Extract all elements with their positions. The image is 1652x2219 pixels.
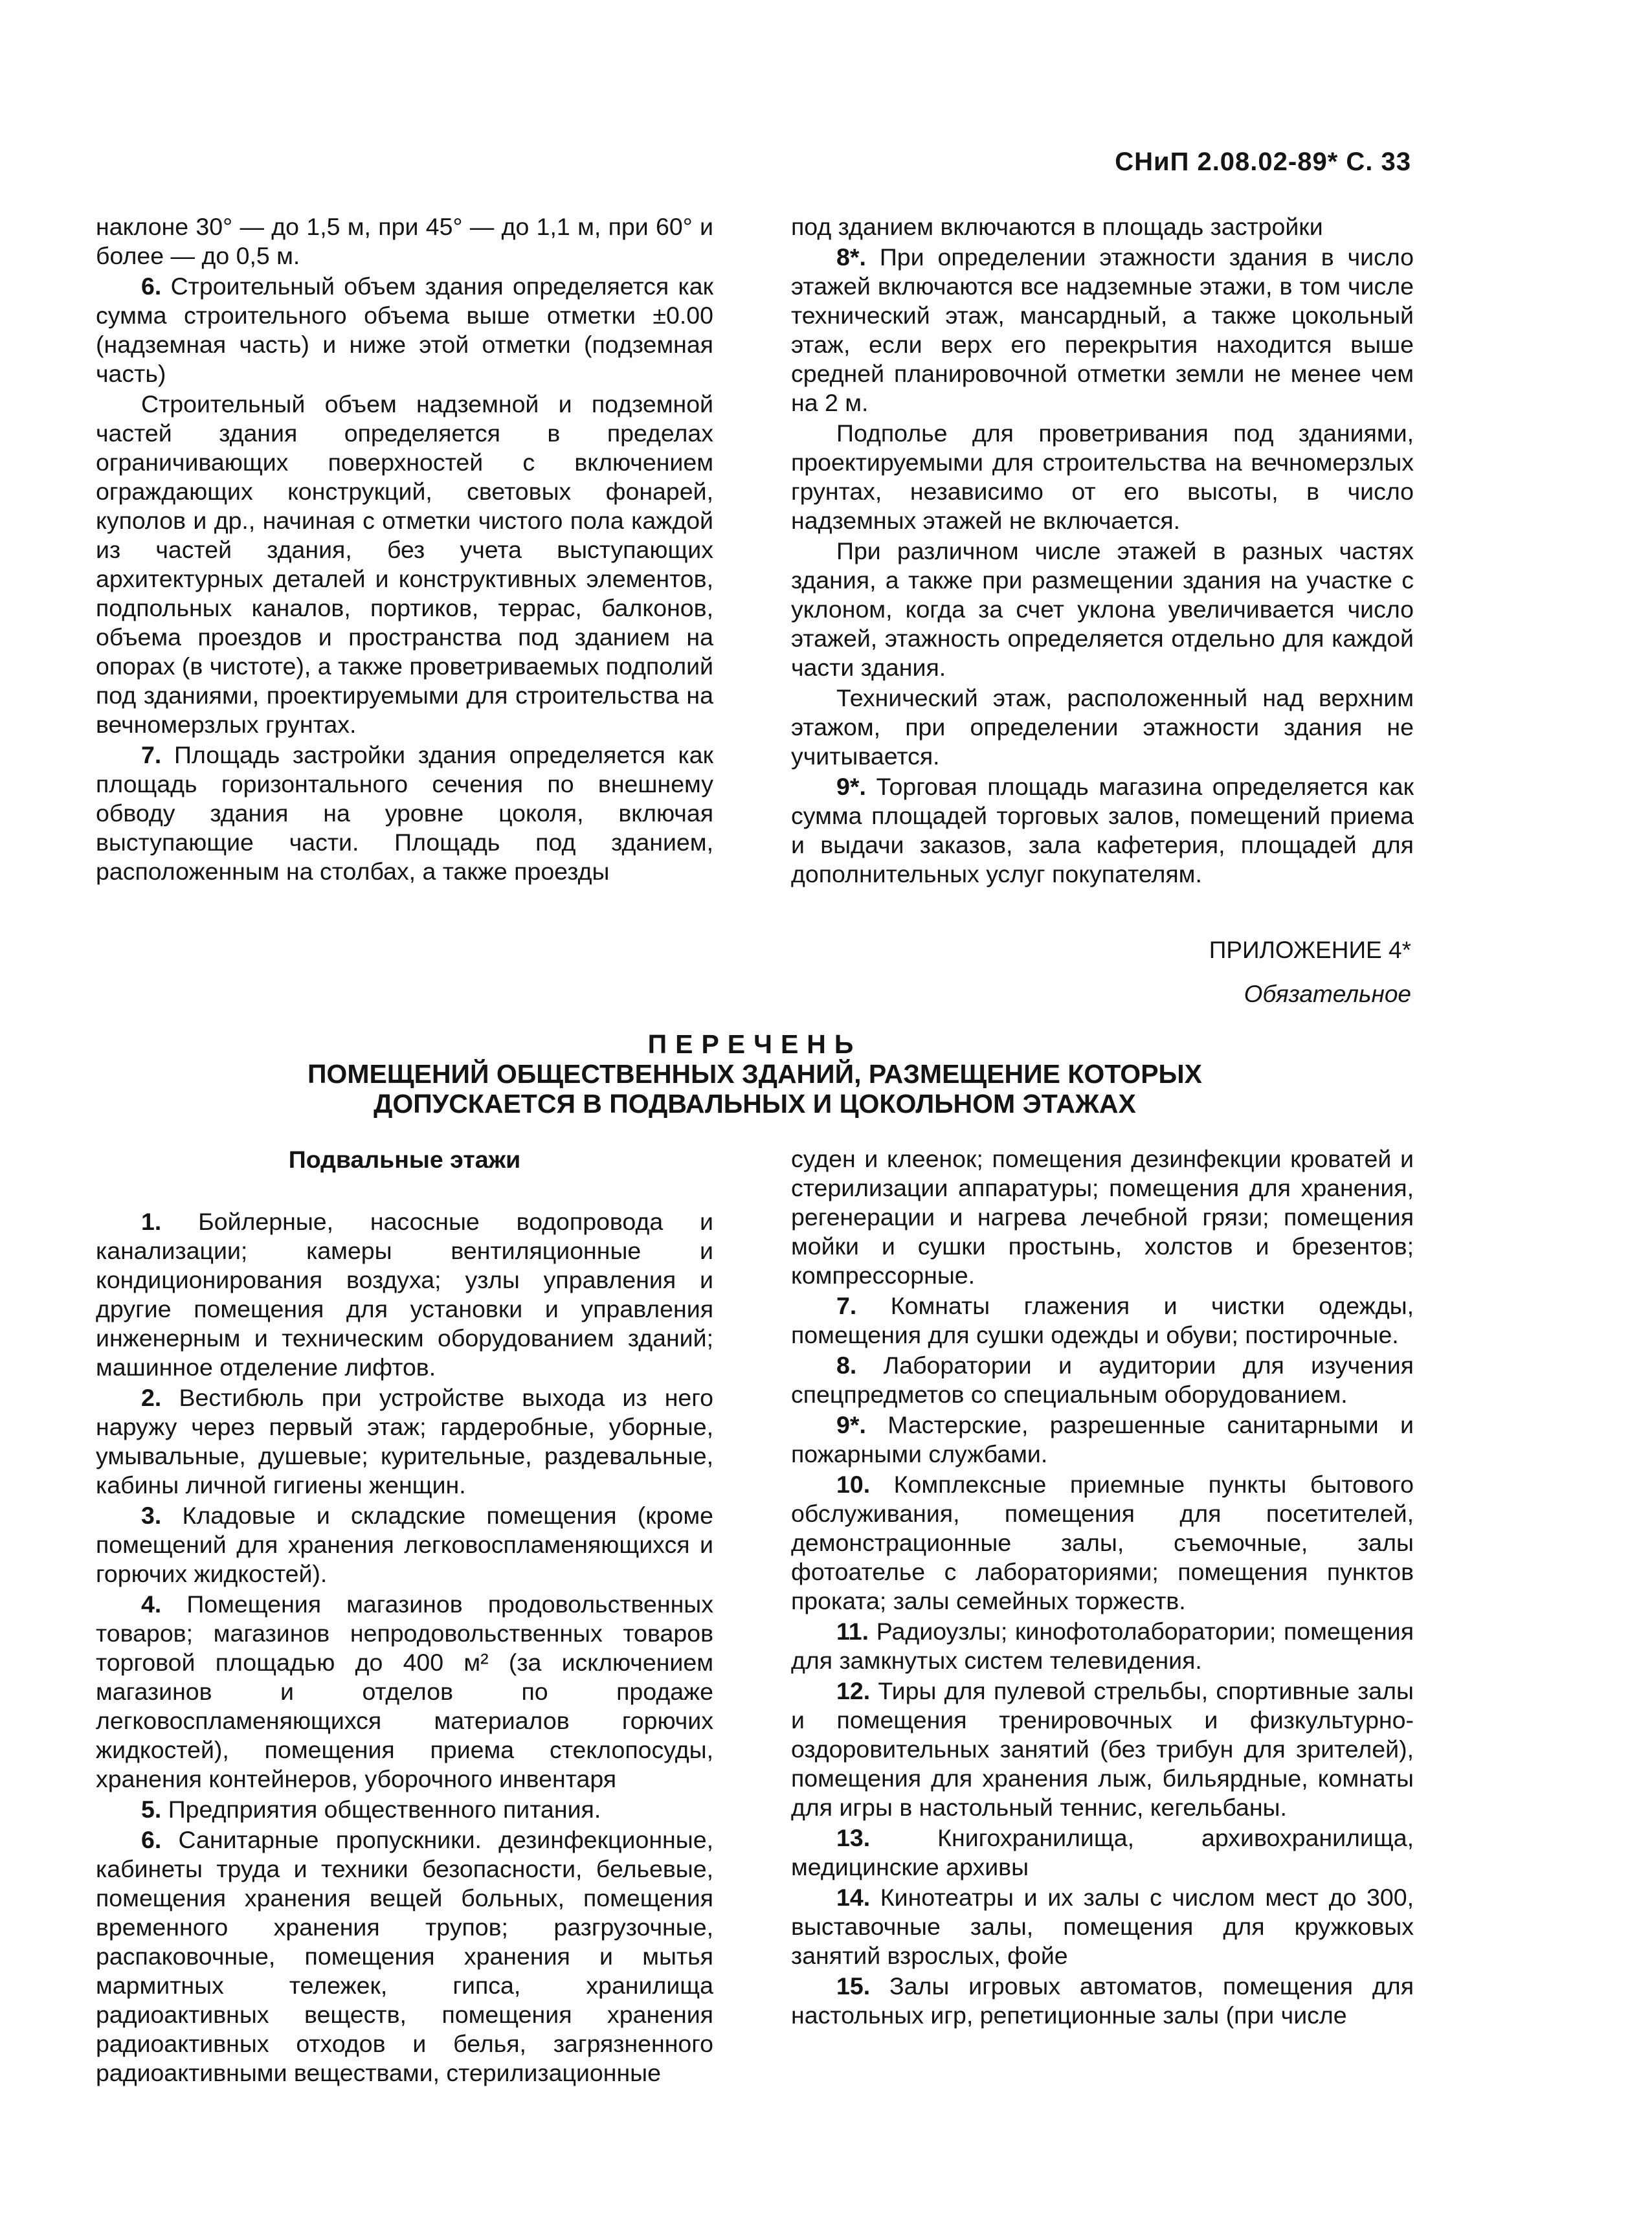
list-item	[96, 1207, 713, 1382]
top-right-column	[791, 212, 1414, 889]
list-item	[96, 1590, 713, 1794]
appendix-title	[96, 1029, 1414, 1119]
item-number: 5.	[141, 1796, 162, 1823]
item-text: Бойлерные, насосные водопровода и канализации; камеры вентиляционные и кондиционирования воздуха; узлы управления и другие помещения для установки и управления инженерным и техническим оборудованием зданий; машинное отделение лифтов.	[96, 1208, 713, 1381]
list-item	[96, 1383, 713, 1500]
item-number: 7.	[836, 1292, 857, 1319]
clause-number: 6.	[141, 273, 162, 300]
item-number: 13.	[836, 1824, 871, 1851]
list-item	[791, 1823, 1414, 1882]
clause-number: 8*.	[836, 243, 866, 271]
clause-text: Торговая площадь магазина определяется как сумма площадей торговых залов, помещений приема и выдачи заказов, зала кафетерия, площадей для дополнительных услуг покупателям.	[791, 773, 1414, 887]
appendix-status: Обязательное	[1244, 981, 1411, 1007]
item-text: Залы игровых автоматов, помещения для настольных игр, репетиционные залы (при числе	[791, 1972, 1414, 2029]
paragraph-8	[791, 243, 1414, 418]
paragraph-9	[791, 772, 1414, 889]
paragraph: под зданием включаются в площадь застройки	[791, 213, 1323, 240]
item-text: Комнаты глажения и чистки одежды, помещения для сушки одежды и обуви; постирочные.	[791, 1292, 1414, 1348]
item-number: 3.	[141, 1502, 162, 1529]
list-item	[791, 1972, 1414, 2030]
title-line: ПОМЕЩЕНИЙ ОБЩЕСТВЕННЫХ ЗДАНИЙ, РАЗМЕЩЕНИЕ КОТОРЫХ	[307, 1059, 1203, 1089]
item-text: Вестибюль при устройстве выхода из него наружу через первый этаж; гардеробные, уборные, умывальные, душевые; курительные, раздевальные, кабины личной гигиены женщин.	[96, 1384, 713, 1499]
paragraph: Строительный объем надземной и подземной частей здания определяется в пределах ограничивающих поверхностей с включением ограждающих конструкций, световых фонарей, куполов и др., начиная с отметки чистого пола каждой из частей здания, без учета выступающих архитектурных деталей и конструктивных элементов, подпольных каналов, портиков, террас, балконов, объема проездов и пространства под зданием на опорах (в чистоте), а также проветриваемых подполий под зданиями, проектируемыми для строительства на вечномерзлых грунтах.	[96, 390, 713, 738]
list-left-column	[96, 1207, 713, 2088]
paragraph: При различном числе этажей в разных частях здания, а также при размещении здания на участке с уклоном, когда за счет уклона увеличивается число этажей, этажность определяется отдельно для каждой части здания.	[791, 537, 1414, 681]
item-number: 10.	[836, 1471, 871, 1498]
list-item	[791, 1411, 1414, 1469]
list-item	[96, 1825, 713, 2088]
item-number: 4.	[141, 1590, 162, 1618]
item-text: Помещения магазинов продовольственных товаров; магазинов непродовольственных товаров торговой площадью до 400 м² (за исключением магазинов и отделов по продаже легковоспламеняющихся материалов горючих жидкостей), помещения приема стеклопосуды, хранения контейнеров, уборочного инвентаря	[96, 1590, 713, 1792]
top-left-column	[96, 212, 713, 886]
item-number: 15.	[836, 1972, 871, 2000]
clause-text: Строительный объем здания определяется как сумма строительного объема выше отметки ±0.00 (надземная часть) и ниже этой отметки (подземная часть)	[96, 273, 713, 387]
list-item	[791, 1291, 1414, 1350]
title-line: ПЕРЕЧЕНЬ	[647, 1029, 862, 1059]
item-number: 2.	[141, 1384, 162, 1411]
list-item	[791, 1617, 1414, 1675]
list-item-continuation: суден и клеенок; помещения дезинфекции кроватей и стерилизации аппаратуры; помещения для хранения, регенерации и нагрева лечебной грязи; помещения мойки и сушки простынь, холстов и брезентов; компрессорные.	[791, 1145, 1414, 1289]
list-item	[96, 1795, 713, 1824]
item-text: Тиры для пулевой стрельбы, спортивные залы и помещения тренировочных и физкультурно-оздоровительных занятий (без трибун для зрителей), помещения для хранения лыж, бильярдные, комнаты для игры в настольный теннис, кегельбаны.	[791, 1677, 1414, 1821]
list-item	[96, 1501, 713, 1589]
paragraph: Технический этаж, расположенный над верхним этажом, при определении этажности здания не учитывается.	[791, 684, 1414, 770]
item-number: 14.	[836, 1884, 871, 1911]
item-text: Книгохранилища, архивохранилища, медицинские архивы	[791, 1824, 1414, 1880]
clause-text: Площадь застройки здания определяется как площадь горизонтального сечения по внешнему обводу здания на уровне цоколя, включая выступающие части. Площадь под зданием, расположенным на столбах, а также проезды	[96, 741, 713, 885]
list-item	[791, 1883, 1414, 1970]
section-subheading: Подвальные этажи	[288, 1146, 521, 1173]
item-number: 8.	[836, 1352, 857, 1379]
paragraph: наклоне 30° — до 1,5 м, при 45° — до 1,1 м, при 60° и более — до 0,5 м.	[96, 213, 713, 269]
item-text: Предприятия общественного питания.	[161, 1796, 601, 1823]
appendix-label: ПРИЛОЖЕНИЕ 4*	[1209, 937, 1411, 963]
item-text: Комплексные приемные пункты бытового обслуживания, помещения для посетителей, демонстрационные залы, съемочные, залы фотоателье с лабораториями; помещения пунктов проката; залы семейных торжеств.	[791, 1471, 1414, 1614]
item-text: Лаборатории и аудитории для изучения спецпредметов со специальным оборудованием.	[791, 1352, 1414, 1408]
item-number: 9*.	[836, 1411, 866, 1438]
paragraph-6	[96, 272, 713, 388]
item-number: 6.	[141, 1826, 162, 1853]
paragraph: Подполье для проветривания под зданиями, проектируемыми для строительства на вечномерзлых грунтах, независимо от его высоты, в число надземных этажей не включается.	[791, 419, 1414, 534]
clause-number: 7.	[141, 741, 162, 768]
item-text: Кладовые и складские помещения (кроме помещений для хранения легковоспламеняющихся и горючих жидкостей).	[96, 1502, 713, 1587]
title-line: ДОПУСКАЕТСЯ В ПОДВАЛЬНЫХ И ЦОКОЛЬНОМ ЭТАЖАХ	[374, 1089, 1136, 1119]
list-item	[791, 1351, 1414, 1409]
item-text: Радиоузлы; кинофотолаборатории; помещения для замкнутых систем телевидения.	[791, 1618, 1414, 1674]
list-item	[791, 1470, 1414, 1616]
clause-text: При определении этажности здания в число этажей включаются все надземные этажи, в том числе технический этаж, мансардный, а также цокольный этаж, если верх его перекрытия находится выше средней планировочной отметки земли не менее чем на 2 м.	[791, 243, 1414, 416]
item-number: 11.	[836, 1618, 869, 1645]
page-header: СНиП 2.08.02-89* С. 33	[1115, 148, 1411, 176]
list-item	[791, 1677, 1414, 1822]
clause-number: 9*.	[836, 773, 866, 800]
item-text: Мастерские, разрешенные санитарными и пожарными службами.	[791, 1411, 1414, 1467]
list-right-column	[791, 1144, 1414, 2030]
item-number: 12.	[836, 1677, 871, 1704]
item-number: 1.	[141, 1208, 162, 1235]
item-text: Санитарные пропускники. дезинфекционные, кабинеты труда и техники безопасности, бельевые, помещения хранения вещей больных, помещения временного хранения трупов; разгрузочные, распаковочные, помещения хранения и мытья мармитных тележек, гипса, хранилища радиоактивных веществ, помещения хранения радиоактивных отходов и белья, загрязненного радиоактивными веществами, стерилизационные	[96, 1826, 713, 2086]
item-text: Кинотеатры и их залы с числом мест до 300, выставочные залы, помещения для кружковых занятий взрослых, фойе	[791, 1884, 1414, 1969]
paragraph-7	[96, 741, 713, 886]
